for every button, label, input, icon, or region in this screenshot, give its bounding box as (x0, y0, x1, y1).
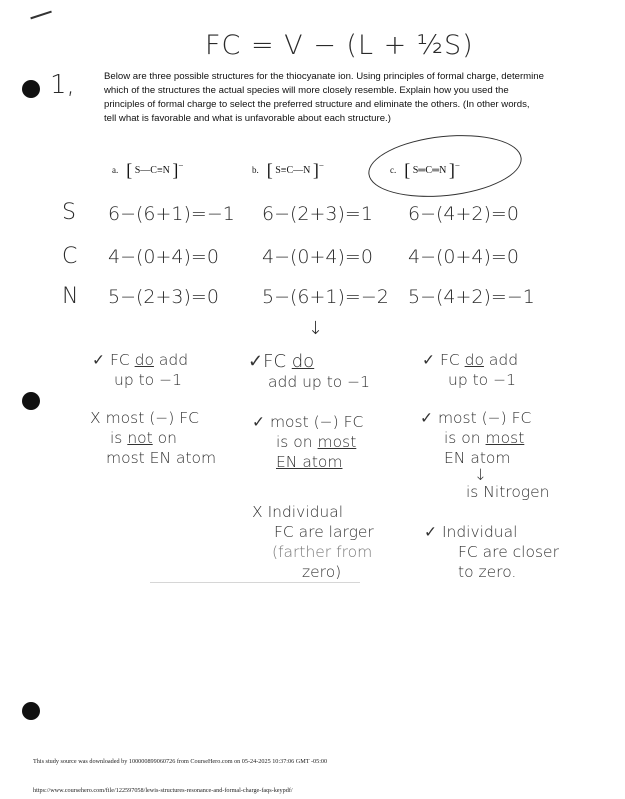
formal-charge-formula: FC = V − (L + ½S) (205, 30, 474, 61)
calc-n-b: 5−(6+1)=−2 (262, 286, 389, 308)
structure-b-label: b. (252, 164, 259, 175)
question-number: 1, (50, 70, 75, 100)
source-url: https://www.coursehero.com/file/122597058/lewis-structures-resonance-and-formal-charge-faqs-keypdf/ (33, 787, 293, 794)
punch-hole-top (22, 80, 40, 98)
structure-a-formula: S—C≡N (134, 164, 170, 176)
question-text: Below are three possible structures for the thiocyanate ion. Using principles of formal charge, determine which of the structures the actual species will more closely resemble. Explain how you used the principles of formal charge to select the preferred structure and eliminate the others. (In other words, tell what is favorable and what is unfavorable about each structure.) (104, 71, 544, 124)
download-notice: This study source was downloaded by 100000899060726 from CourseHero.com on 05-24-2025 10:37:06 GMT -05:00 (33, 758, 328, 765)
faint-line (150, 582, 360, 583)
calc-n-a: 5−(2+3)=0 (108, 286, 219, 308)
pen-mark (30, 11, 51, 19)
calc-s-c: 6−(4+2)=0 (408, 203, 519, 225)
cross-icon: X (252, 503, 263, 521)
element-s: S (62, 200, 76, 225)
note-c-en: ✓ most (−) FC is on most EN atom ↓ is Nitrogen (420, 409, 550, 501)
note-b-en: ✓ most (−) FC is on most EN atom (252, 413, 364, 471)
bracket-icon: ] (312, 160, 319, 180)
bracket-icon: [ (266, 160, 273, 180)
bracket-icon: ] (448, 160, 455, 180)
note-c-sum: ✓ FC do add up to −1 (422, 351, 519, 389)
check-icon: ✓ (92, 351, 105, 369)
check-icon: ✓ (248, 351, 264, 372)
note-c-size: ✓ Individual FC are closer to zero. (424, 523, 559, 581)
check-icon: ✓ (422, 351, 435, 369)
check-icon: ✓ (424, 523, 437, 541)
check-icon: ✓ (420, 409, 433, 427)
note-a-sum: ✓ FC do add up to −1 (92, 351, 189, 389)
structure-b (252, 160, 324, 181)
element-n: N (62, 284, 79, 309)
calc-s-a: 6−(6+1)=−1 (108, 203, 235, 225)
bracket-icon: ] (172, 160, 179, 180)
structure-c-charge: − (454, 160, 460, 171)
bracket-icon: [ (404, 160, 411, 180)
calc-c-a: 4−(0+4)=0 (108, 246, 219, 268)
structure-c-formula: S═C═N (412, 164, 447, 176)
structure-c-label: c. (390, 164, 397, 175)
cross-icon: X (90, 409, 101, 427)
calc-s-b: 6−(2+3)=1 (262, 203, 373, 225)
calc-c-b: 4−(0+4)=0 (262, 246, 373, 268)
structure-b-formula: S≡C—N (275, 164, 311, 176)
arrow-down-icon: ↓ (308, 318, 324, 339)
structure-a-charge: − (178, 160, 184, 171)
note-a-en: X most (−) FC is not on most EN atom (90, 409, 217, 467)
arrow-down-icon: ↓ (474, 466, 487, 484)
preferred-structure-circle (365, 128, 524, 204)
structure-a-label: a. (112, 164, 119, 175)
note-b-sum: ✓FC do add up to −1 (248, 351, 371, 391)
structure-b-charge: − (318, 160, 324, 171)
note-b-size: X Individual FC are larger (farther from zero) (252, 503, 374, 581)
bracket-icon: [ (126, 160, 133, 180)
punch-hole-bottom (22, 702, 40, 720)
punch-hole-middle (22, 392, 40, 410)
structure-a (112, 160, 183, 181)
element-c: C (62, 244, 78, 269)
calc-c-c: 4−(0+4)=0 (408, 246, 519, 268)
check-icon: ✓ (252, 413, 265, 431)
calc-n-c: 5−(4+2)=−1 (408, 286, 535, 308)
